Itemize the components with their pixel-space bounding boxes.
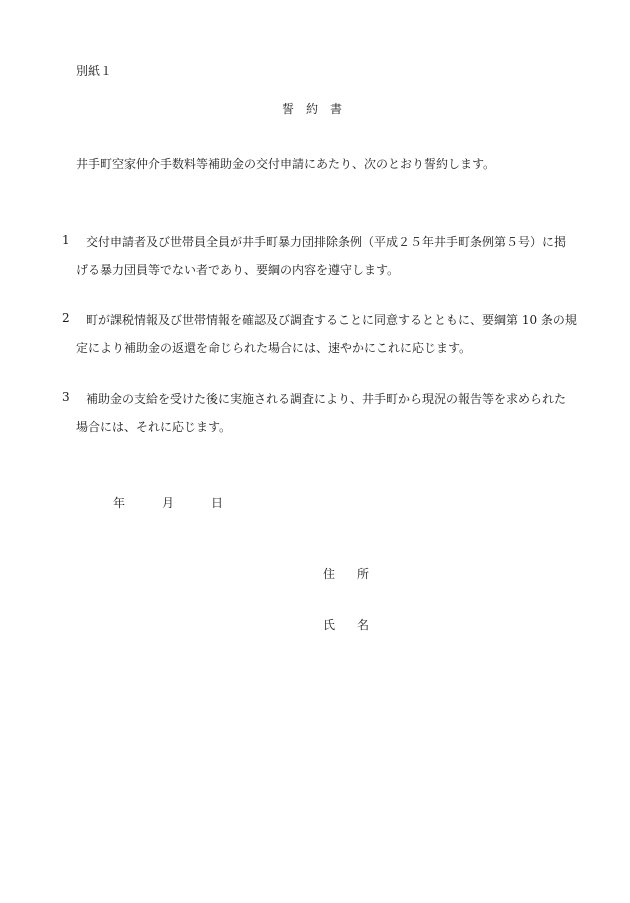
- item-text-line1: 補助金の支給を受けた後に実施される調査により、井手町から現況の報告等を求められた: [86, 392, 567, 406]
- item-text-line2: 定により補助金の返還を命じられた場合には、速やかにこれに応じます。: [76, 341, 472, 355]
- item-text-line2: げる暴力団員等でない者であり、要綱の内容を遵守します。: [76, 263, 400, 277]
- item-number: 3: [62, 390, 70, 404]
- item-number: 2: [62, 311, 70, 325]
- intro-text: 井手町空家仲介手数料等補助金の交付申請にあたり、次のとおり誓約します。: [76, 157, 496, 171]
- address-label: 住所: [323, 567, 392, 581]
- item-text-line1: 交付申請者及び世帯員全員が井手町暴力団排除条例（平成２５年井手町条例第５号）に掲: [86, 235, 567, 249]
- name-label: 氏名: [323, 618, 392, 632]
- page-title: 誓約書: [281, 102, 354, 116]
- date-month-label: 月: [162, 496, 175, 510]
- item-text-line1: 町が課税情報及び世帯情報を確認及び調査することに同意するとともに、要綱第 10 条の規: [86, 313, 577, 327]
- date-day-label: 日: [211, 496, 224, 510]
- annex-label: 別紙１: [76, 64, 113, 78]
- item-text-line2: 場合には、それに応じます。: [76, 420, 232, 434]
- item-number: 1: [62, 233, 70, 247]
- date-year-label: 年: [113, 496, 126, 510]
